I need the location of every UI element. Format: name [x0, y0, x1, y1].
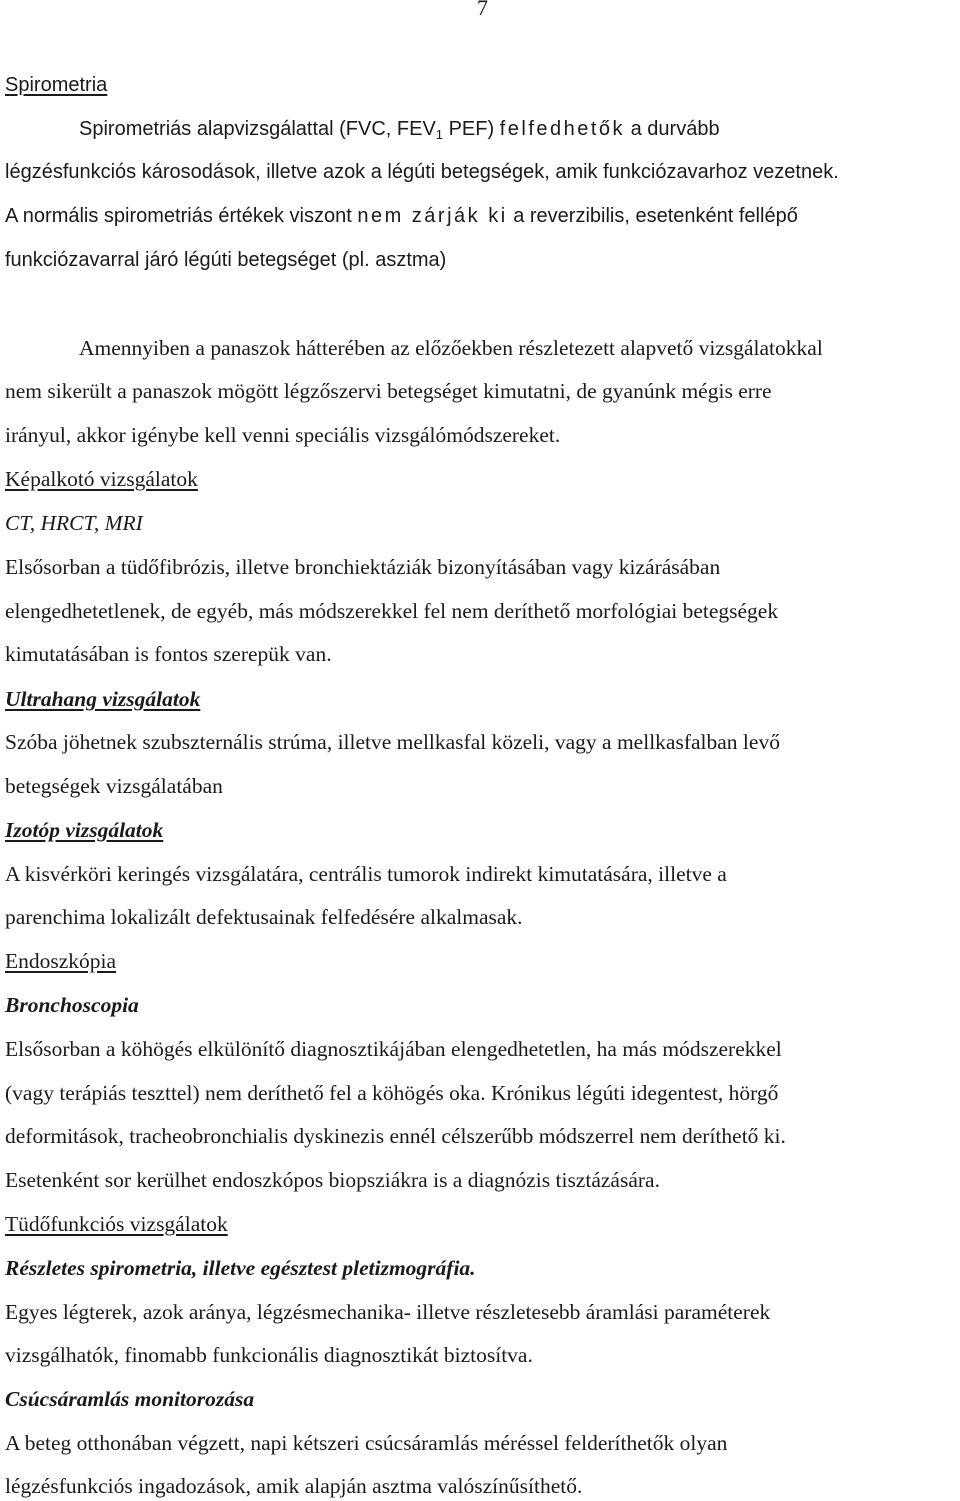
paragraph-line: betegségek vizsgálatában — [5, 774, 223, 798]
text-fragment: a reverzibilis, esetenként fellépő — [507, 205, 798, 227]
paragraph-line: (vagy terápiás teszttel) nem deríthető fel a köhögés oka. Krónikus légúti idegentest, hörgő — [5, 1081, 779, 1105]
paragraph-line: Elsősorban a köhögés elkülönítő diagnosztikájában elengedhetetlen, ha más módszerekkel — [5, 1037, 782, 1061]
paragraph-line: Egyes légterek, azok aránya, légzésmechanika- illetve részletesebb áramlási paraméterek — [5, 1300, 771, 1324]
paragraph-line: Elsősorban a tüdőfibrózis, illetve bronchiektáziák bizonyításában vagy kizárásában — [5, 555, 721, 579]
subheading-reszletes-spirometria: Részletes spirometria, illetve egésztest pletizmográfia. — [5, 1256, 476, 1280]
subheading-ct-hrct-mri: CT, HRCT, MRI — [5, 511, 143, 535]
paragraph-line — [5, 202, 798, 230]
paragraph-line: Szóba jöhetnek szubszternális strúma, illetve mellkasfal közeli, vagy a mellkasfalban levő — [5, 730, 780, 754]
paragraph-line: légzésfunkciós ingadozások, amik alapján asztma valószínűsíthető. — [5, 1474, 583, 1498]
paragraph-line: elengedhetetlenek, de egyéb, más módszerekkel fel nem deríthető morfológiai betegségek — [5, 599, 779, 623]
text-fragment: PEF) — [443, 118, 500, 140]
paragraph-line: kimutatásában is fontos szerepük van. — [5, 642, 332, 666]
text-fragment: Spirometriás alapvizsgálattal (FVC, FEV — [79, 118, 436, 140]
section-heading-izotop: Izotóp vizsgálatok — [5, 818, 164, 842]
paragraph-line: Esetenként sor kerülhet endoszkópos biopsziákra is a diagnózis tisztázására. — [5, 1168, 660, 1192]
paragraph-line: A kisvérköri keringés vizsgálatára, centrális tumorok indirekt kimutatására, illetve a — [5, 862, 727, 886]
emphasis-spaced: nem zárják ki — [357, 205, 508, 227]
paragraph-line — [79, 115, 720, 143]
paragraph-line: Amennyiben a panaszok hátterében az előzőekben részletezett alapvető vizsgálatokkal — [79, 336, 823, 360]
subheading-bronchoscopia: Bronchoscopia — [5, 993, 139, 1017]
page-number: 7 — [477, 0, 488, 20]
section-heading-csucsaramlas: Csúcsáramlás monitorozása — [5, 1387, 255, 1411]
section-heading-spirometria: Spirometria — [5, 74, 108, 96]
section-heading-endoszkopia: Endoszkópia — [5, 949, 117, 973]
paragraph-line: funkciózavarral járó légúti betegséget (pl. asztma) — [5, 249, 447, 271]
paragraph-line: deformitások, tracheobronchialis dyskinezis ennél célszerűbb módszerrel nem deríthető ki. — [5, 1124, 786, 1148]
section-heading-tudofunkcios: Tüdőfunkciós vizsgálatok — [5, 1212, 228, 1236]
subscript: 1 — [435, 127, 444, 142]
section-heading-ultrahang: Ultrahang vizsgálatok — [5, 687, 201, 711]
paragraph-line: A beteg otthonában végzett, napi kétszeri csúcsáramlás méréssel felderíthetők olyan — [5, 1431, 728, 1455]
paragraph-line: légzésfunkciós károsodások, illetve azok a légúti betegségek, amik funkciózavarhoz vezetnek. — [5, 161, 839, 183]
emphasis-spaced: felfedhetők — [499, 118, 626, 140]
text-fragment: a durvább — [625, 118, 720, 140]
paragraph-line: parenchima lokalizált defektusainak felfedésére alkalmasak. — [5, 905, 523, 929]
paragraph-line: irányul, akkor igénybe kell venni speciális vizsgálómódszereket. — [5, 423, 561, 447]
paragraph-line: vizsgálhatók, finomabb funkcionális diagnosztikát biztosítva. — [5, 1343, 533, 1367]
paragraph-line: nem sikerült a panaszok mögött légzőszervi betegséget kimutatni, de gyanúnk mégis erre — [5, 379, 772, 403]
section-heading-kepalkoto: Képalkotó vizsgálatok — [5, 467, 198, 491]
text-fragment: A normális spirometriás értékek viszont — [5, 205, 358, 227]
